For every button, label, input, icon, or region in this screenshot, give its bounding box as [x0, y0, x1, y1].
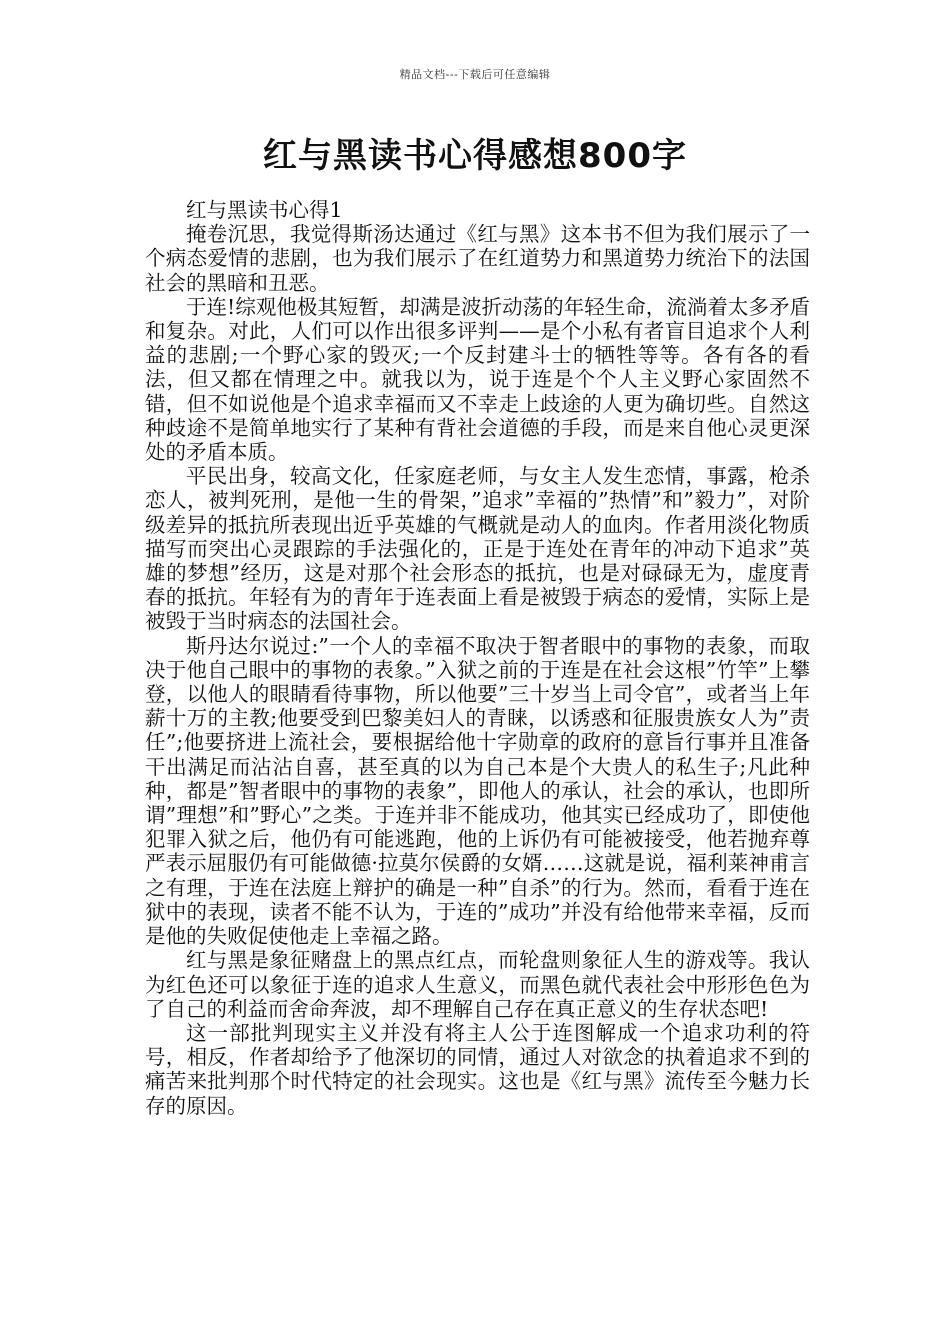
paragraph-5: 红与黑是象征赌盘上的黑点红点，而轮盘则象征人生的游戏等。我认为红色还可以象征于连的追求人生意义，而黑色就代表社会中形形色色为了自己的利益而舍命奔波，却不理解自己存在真正意义的生存状态吧! [145, 948, 810, 1021]
paragraph-4: 斯丹达尔说过:”一个人的幸福不取决于智者眼中的事物的表象，而取决于他自己眼中的事物的表象。”入狱之前的于连是在社会这根”竹竿”上攀登，以他人的眼睛看待事物，所以他要”三十岁当上司令官”，或者当上年薪十万的主教;他要受到巴黎美妇人的青睐，以诱惑和征服贵族女人为”责任”;他要挤进上流社会，要根据给他十字勋章的政府的意旨行事并且准备干出满足而沾沾自喜，甚至真的以为自己本是个大贵人的私生子;凡此种种，都是”智者眼中的事物的表象”，即他人的承认，社会的承认，也即所谓”理想”和”野心”之类。于连并非不能成功，他其实已经成功了，即使他犯罪入狱之后，他仍有可能逃跑，他的上诉仍有可能被接受，他若抛弃尊严表示屈服仍有可能做德·拉莫尔侯爵的女婿……这就是说，福利莱神甫言之有理，于连在法庭上辩护的确是一种”自杀”的行为。然而，看看于连在狱中的表现，读者不能不认为，于连的”成功”并没有给他带来幸福，反而是他的失败促使他走上幸福之路。 [145, 633, 810, 949]
document-body [145, 198, 810, 1118]
paragraph-1: 掩卷沉思，我觉得斯汤达通过《红与黑》这本书不但为我们展示了一个病态爱情的悲剧，也为我们展示了在红道势力和黑道势力统治下的法国社会的黑暗和丑恶。 [145, 222, 810, 295]
document-title: 红与黑读书心得感想800字 [263, 136, 687, 176]
paragraph-2: 于连!综观他极其短暂，却满是波折动荡的年轻生命，流淌着太多矛盾和复杂。对此，人们可以作出很多评判——是个小私有者盲目追求个人利益的悲剧;一个野心家的毁灭;一个反封建斗士的牺牲等等。各有各的看法，但又都在情理之中。就我以为，说于连是个个人主义野心家固然不错，但不如说他是个追求幸福而又不幸走上歧途的人更为确切些。自然这种歧途不是简单地实行了某种有背社会道德的手段，而是来自他心灵更深处的矛盾本质。 [145, 294, 810, 465]
header-note: 精品文档---下载后可任意编辑 [399, 68, 551, 81]
paragraph-6: 这一部批判现实主义并没有将主人公于连图解成一个追求功利的符号，相反，作者却给予了他深切的同情，通过人对欲念的执着追求不到的痛苦来批判那个时代特定的社会现实。这也是《红与黑》流传至今魅力长存的原因。 [145, 1020, 810, 1118]
document-subtitle: 红与黑读书心得1 [186, 198, 343, 222]
paragraph-3: 平民出身，较高文化，任家庭老师，与女主人发生恋情，事露，枪杀恋人，被判死刑，是他一生的骨架，”追求”幸福的”热情”和”毅力”，对阶级差异的抵抗所表现出近乎英雄的气概就是动人的血肉。作者用淡化物质描写而突出心灵跟踪的手法强化的，正是于连处在青年的冲动下追求”英雄的梦想”经历，这是对那个社会形态的抵抗，也是对碌碌无为，虚度青春的抵抗。年轻有为的青年于连表面上看是被毁于病态的爱情，实际上是被毁于当时病态的法国社会。 [145, 464, 810, 634]
